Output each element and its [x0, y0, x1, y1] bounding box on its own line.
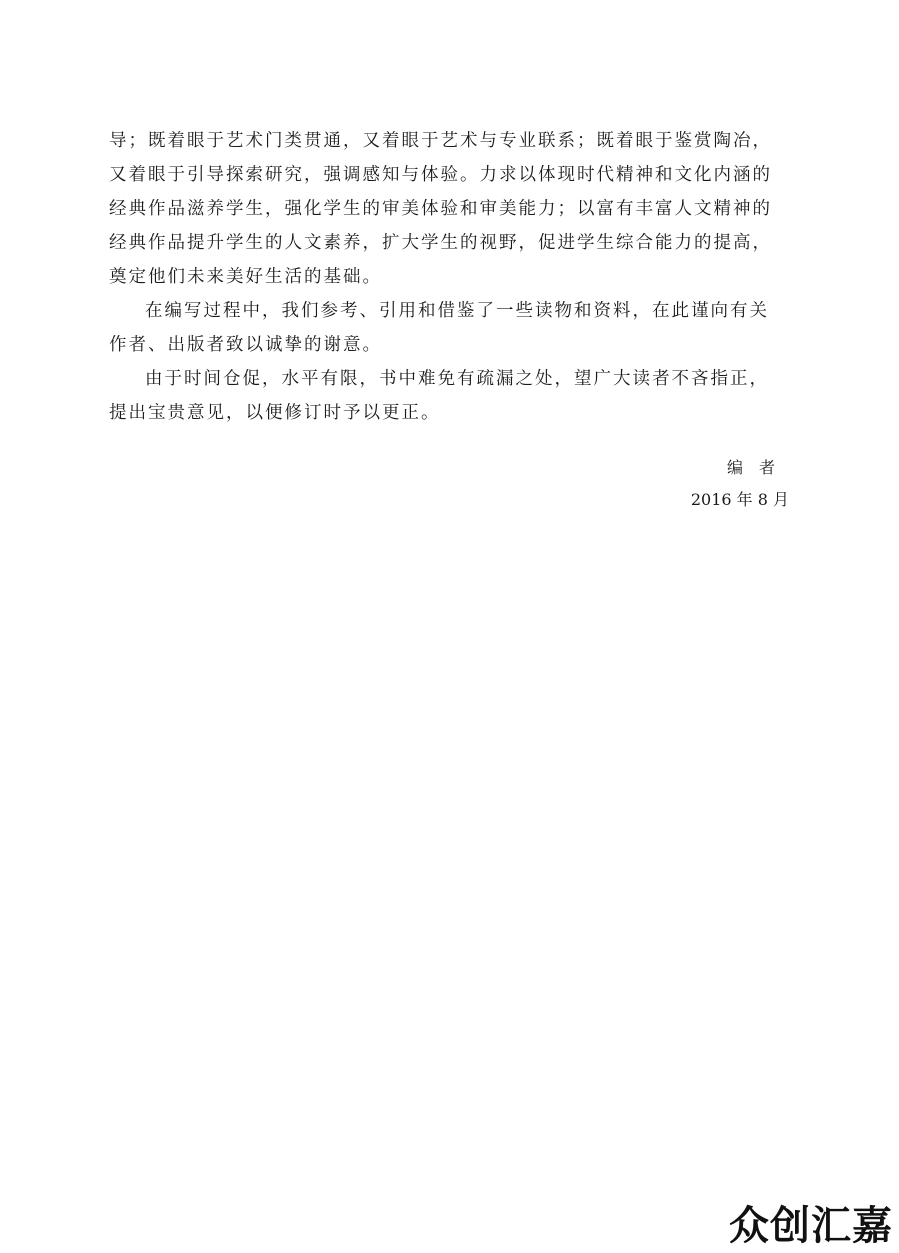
paragraph-line: 经典作品滋养学生，强化学生的审美体验和审美能力；以富有丰富人文精神的: [109, 199, 772, 219]
watermark-logo: 众创汇嘉: [729, 1203, 893, 1249]
paragraph-line: 导；既着眼于艺术门类贯通，又着眼于艺术与专业联系；既着眼于鉴赏陶冶，: [109, 131, 772, 151]
paragraph-line: 又着眼于引导探索研究，强调感知与体验。力求以体现时代精神和文化内涵的: [109, 165, 772, 185]
paragraph-line: 提出宝贵意见，以便修订时予以更正。: [109, 403, 441, 423]
paragraph-line: 由于时间仓促，水平有限，书中难免有疏漏之处，望广大读者不吝指正，: [145, 369, 769, 389]
paragraph-line: 经典作品提升学生的人文素养，扩大学生的视野，促进学生综合能力的提高，: [109, 233, 772, 253]
paragraph-line: 奠定他们未来美好生活的基础。: [109, 267, 382, 287]
paragraph-line: 在编写过程中，我们参考、引用和借鉴了一些读物和资料，在此谨向有关: [145, 301, 769, 321]
signature-author: 编 者: [726, 458, 775, 477]
paragraph-line: 作者、出版者致以诚挚的谢意。: [109, 335, 382, 355]
signature-date: 2016 年 8 月: [690, 490, 789, 509]
